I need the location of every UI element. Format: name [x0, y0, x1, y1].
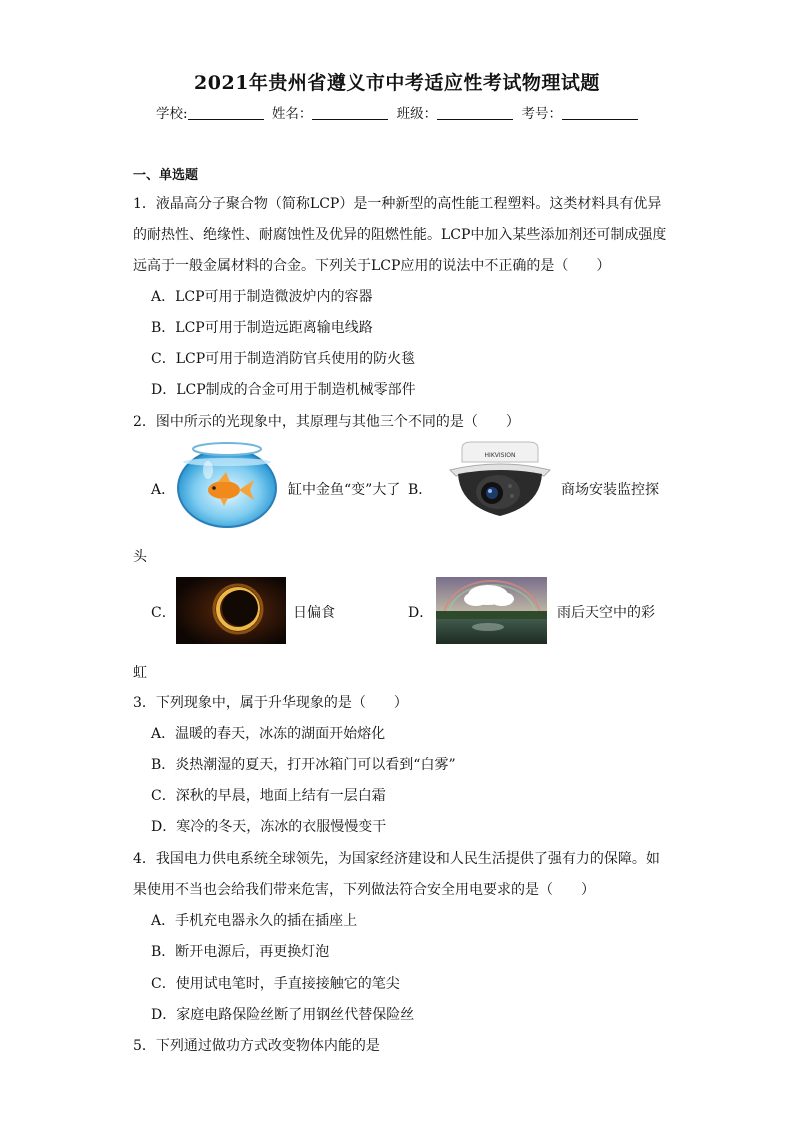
camera-brand-text: HIKVISION [484, 452, 516, 459]
section-heading: 一、单选题 [133, 168, 199, 183]
q4-option-c: C．使用试电笔时，手直接接触它的笔尖 [151, 976, 400, 992]
rainbow-landscape-image [436, 577, 547, 644]
solar-eclipse-image [176, 577, 286, 644]
name-blank[interactable] [312, 106, 388, 120]
q2-option-a-text: 缸中金鱼“变”大了 [288, 482, 401, 498]
q1-stem-line1: 1．液晶高分子聚合物（简称LCP）是一种新型的高性能工程塑料。这类材料具有优异 [133, 196, 662, 212]
q4-stem-line2: 果使用不当也会给我们带来危害，下列做法符合安全用电要求的是（ ） [133, 882, 595, 898]
q5-stem: 5．下列通过做功方式改变物体内能的是 [133, 1038, 380, 1054]
q2-option-b-text-continued: 头 [133, 549, 147, 565]
goldfish-bowl-image [176, 440, 279, 528]
q1-stem-line3: 远高于一般金属材料的合金。下列关于LCP应用的说法中不正确的是（ ） [133, 258, 611, 274]
q4-stem-line1: 4．我国电力供电系统全球领先，为国家经济建设和人民生活提供了强有力的保障。如 [133, 851, 660, 867]
q2-option-a-label: A． [151, 482, 176, 498]
q2-option-b-label: B． [408, 482, 433, 498]
id-blank[interactable] [562, 106, 638, 120]
surveillance-camera-image [448, 440, 552, 528]
q1-stem-line2: 的耐热性、绝缘性、耐腐蚀性及优异的阻燃性能。LCP中加入某些添加剂还可制成强度 [133, 227, 667, 243]
q2-option-d-text-continued: 虹 [133, 665, 147, 681]
q3-stem: 3．下列现象中，属于升华现象的是（ ） [133, 695, 408, 711]
class-blank[interactable] [437, 106, 513, 120]
q3-option-d: D．寒冷的冬天，冻冰的衣服慢慢变干 [151, 819, 387, 835]
id-label: 考号： [521, 106, 562, 122]
q4-option-d: D．家庭电路保险丝断了用钢丝代替保险丝 [151, 1007, 415, 1023]
school-blank[interactable] [188, 106, 264, 120]
name-label: 姓名： [271, 106, 313, 122]
q3-option-c: C．深秋的早晨，地面上结有一层白霜 [151, 788, 386, 804]
q1-option-a: A．LCP可用于制造微波炉内的容器 [151, 289, 373, 305]
q3-option-b: B．炎热潮湿的夏天，打开冰箱门可以看到“白雾” [151, 757, 456, 773]
q2-option-d-label: D． [408, 605, 434, 621]
q2-option-c-text: 日偏食 [293, 605, 335, 621]
q4-option-a: A．手机充电器永久的插在插座上 [151, 913, 358, 929]
q1-option-d: D．LCP制成的合金可用于制造机械零部件 [151, 382, 416, 398]
page-title: 2021年贵州省遵义市中考适应性考试物理试题 [194, 72, 600, 94]
q2-option-d-text: 雨后天空中的彩 [557, 605, 655, 621]
school-label: 学校: [156, 106, 188, 122]
q1-option-b: B．LCP可用于制造远距离输电线路 [151, 320, 373, 336]
q2-stem: 2．图中所示的光现象中，其原理与其他三个不同的是（ ） [133, 414, 520, 430]
q1-option-c: C．LCP可用于制造消防官兵使用的防火毯 [151, 351, 416, 367]
q2-option-c-label: C． [151, 605, 176, 621]
q2-option-b-text: 商场安装监控探 [561, 482, 659, 498]
student-info-row [0, 102, 794, 122]
q3-option-a: A．温暖的春天，冰冻的湖面开始熔化 [151, 726, 386, 742]
q4-option-b: B．断开电源后，再更换灯泡 [151, 944, 330, 960]
class-label: 班级： [396, 106, 438, 122]
